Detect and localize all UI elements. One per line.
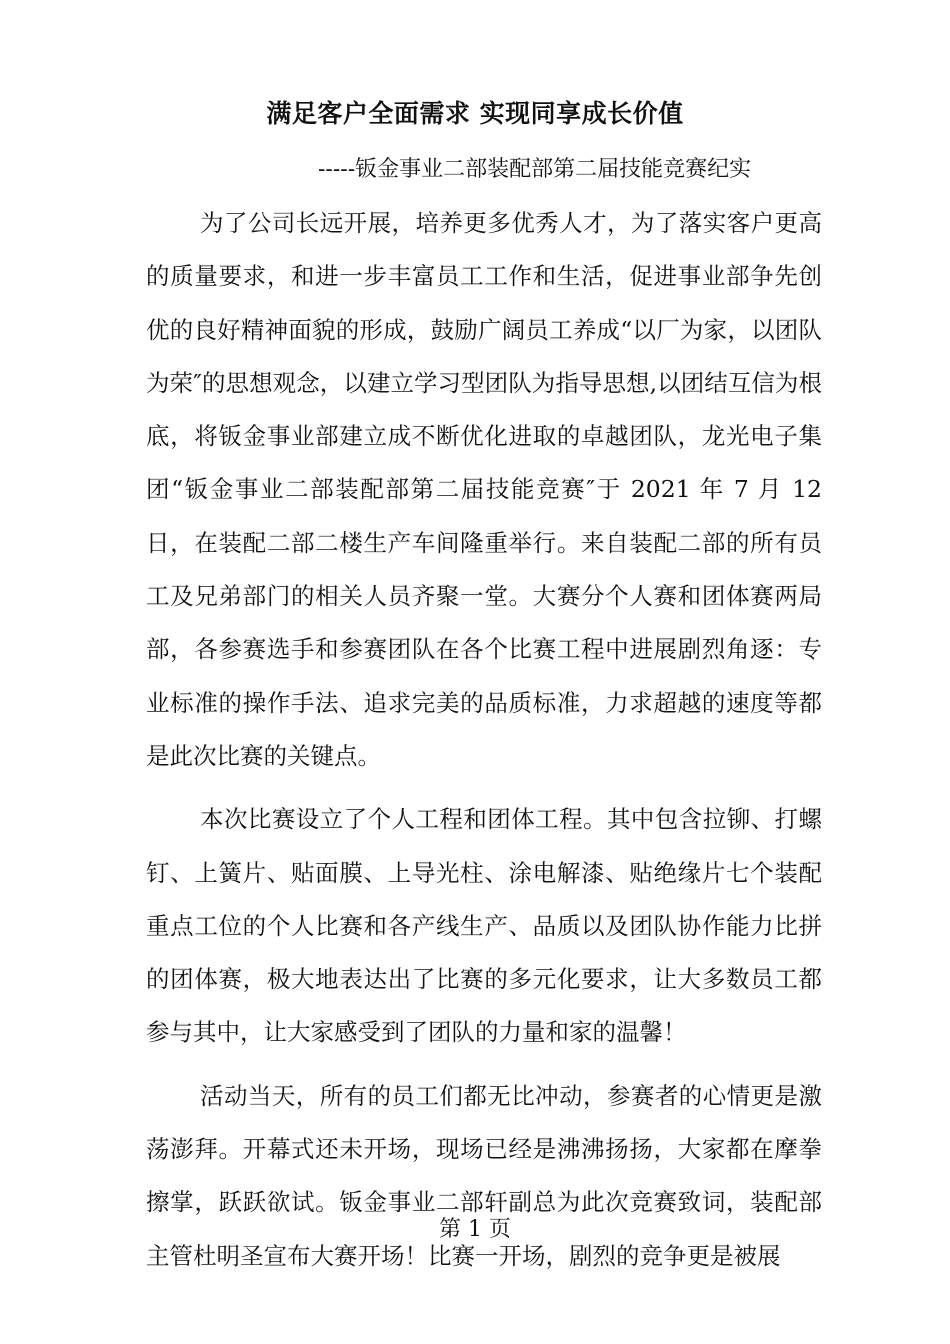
document-body	[146, 197, 822, 1283]
document-title: 满足客户全面需求 实现同享成长价值	[266, 99, 684, 128]
page-number: 第 1 页	[439, 1217, 511, 1242]
paragraph: 本次比赛设立了个人工程和团体工程。其中包含拉铆、打螺钉、上簧片、贴面膜、上导光柱、涂电解漆、贴绝缘片七个装配重点工位的个人比赛和各产线生产、品质以及团队协作能力比拼的团体赛，极大地表达出了比赛的多元化要求，让大多数员工都参与其中，让大家感受到了团队的力量和家的温馨！	[146, 805, 822, 1047]
document-subtitle: -----钣金事业二部装配部第二届技能竞赛纪实	[318, 157, 752, 182]
paragraph: 为了公司长远开展，培养更多优秀人才，为了落实客户更高的质量要求，和进一步丰富员工工作和生活，促进事业部争先创优的良好精神面貌的形成，鼓励广阔员工养成“以厂为家，以团队为荣″的思想观念，以建立学习型团队为指导思想,以团结互信为根底，将钣金事业部建立成不断优化进取的卓越团队，龙光电子集团“钣金事业二部装配部第二届技能竞赛″于 2021 年 7 月 12 日，在装配二部二楼生产车间隆重举行。来自装配二部的所有员工及兄弟部门的相关人员齐聚一堂。大赛分个人赛和团体赛两局部，各参赛选手和参赛团队在各个比赛工程中进展剧烈角逐：专业标准的操作手法、追求完美的品质标准，力求超越的速度等都是此次比赛的关键点。	[146, 209, 822, 770]
paragraph: 活动当天，所有的员工们都无比冲动，参赛者的心情更是激荡澎拜。开幕式还未开场，现场已经是沸沸扬扬，大家都在摩拳擦掌，跃跃欲试。钣金事业二部轩副总为此次竞赛致词，装配部主管杜明圣宣布大赛开场！比赛一开场，剧烈的竞争更是被展	[146, 1081, 822, 1270]
